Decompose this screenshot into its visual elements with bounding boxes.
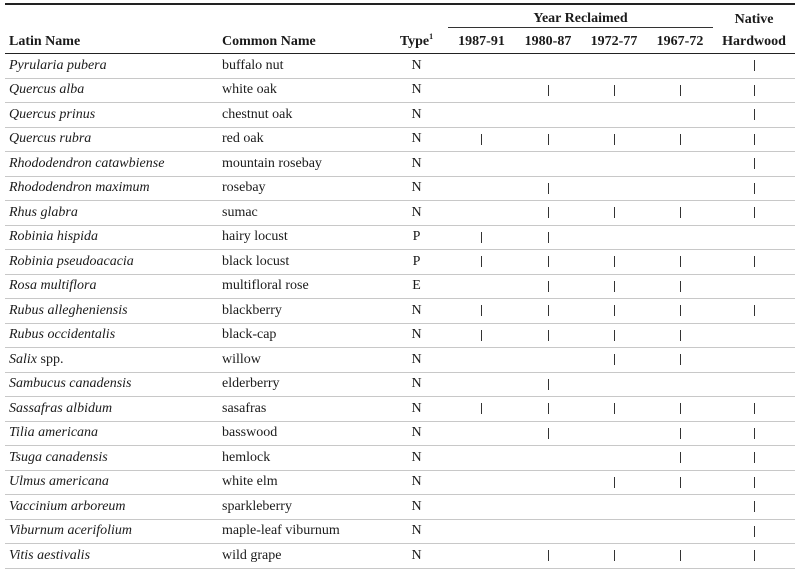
type-cell: N [385, 54, 448, 79]
presence-tick-mark [754, 452, 755, 463]
latin-name: Vitis aestivalis [9, 547, 91, 563]
mark-1987-91-cell [448, 519, 515, 544]
mark-1967-72-cell [647, 201, 713, 226]
mark-1972-77-cell [581, 54, 647, 79]
latin-name: Salix [9, 351, 37, 367]
table-body [5, 54, 795, 569]
mark-1972-77-cell [581, 274, 647, 299]
mark-1987-91-cell [448, 372, 515, 397]
latin-name-cell [5, 299, 218, 324]
type-cell: P [385, 250, 448, 275]
mark-1967-72-cell [647, 470, 713, 495]
presence-tick-mark [614, 354, 615, 365]
type-cell: N [385, 78, 448, 103]
latin-name: Quercus alba [9, 82, 85, 98]
latin-name: Quercus rubra [9, 131, 92, 147]
presence-tick-mark [754, 60, 755, 71]
mark-native-hardwood-cell [713, 54, 795, 79]
common-name-cell: rosebay [218, 176, 385, 201]
presence-tick-mark [481, 232, 482, 243]
latin-name: Robinia pseudoacacia [9, 253, 134, 269]
mark-1987-91-cell [448, 176, 515, 201]
type-cell: N [385, 201, 448, 226]
presence-tick-mark [548, 305, 549, 316]
mark-native-hardwood-cell [713, 348, 795, 373]
common-name-cell: sparkleberry [218, 495, 385, 520]
mark-1980-87-cell [515, 323, 581, 348]
latin-name-cell [5, 78, 218, 103]
common-name-cell: blackberry [218, 299, 385, 324]
presence-tick-mark [680, 256, 681, 267]
mark-1972-77-cell [581, 78, 647, 103]
latin-name: Vaccinium arboreum [9, 498, 126, 514]
mark-1987-91-cell [448, 152, 515, 177]
table-row [5, 54, 795, 79]
mark-1987-91-cell [448, 446, 515, 471]
presence-tick-mark [548, 134, 549, 145]
table-row [5, 544, 795, 569]
year-header-1967-72: 1967-72 [656, 34, 704, 49]
presence-tick-mark [548, 330, 549, 341]
table-row [5, 78, 795, 103]
mark-1967-72-cell [647, 250, 713, 275]
mark-1987-91-cell [448, 470, 515, 495]
mark-1972-77-cell [581, 495, 647, 520]
presence-tick-mark [680, 403, 681, 414]
mark-1972-77-cell [581, 176, 647, 201]
mark-1967-72-cell [647, 397, 713, 422]
table-row [5, 323, 795, 348]
latin-name: Robinia hispida [9, 229, 99, 245]
mark-native-hardwood-cell [713, 446, 795, 471]
type-cell: N [385, 103, 448, 128]
mark-1967-72-cell [647, 127, 713, 152]
table-row [5, 519, 795, 544]
table-row [5, 225, 795, 250]
presence-tick-mark [680, 281, 681, 292]
latin-name-suffix: spp. [37, 351, 64, 367]
mark-native-hardwood-cell [713, 519, 795, 544]
mark-native-hardwood-cell [713, 323, 795, 348]
common-name-cell: hemlock [218, 446, 385, 471]
table-row [5, 495, 795, 520]
mark-1980-87-cell [515, 495, 581, 520]
type-cell: P [385, 225, 448, 250]
mark-1987-91-cell [448, 225, 515, 250]
mark-1972-77-cell [581, 519, 647, 544]
mark-1972-77-cell [581, 201, 647, 226]
mark-1980-87-cell [515, 397, 581, 422]
mark-1972-77-cell [581, 421, 647, 446]
mark-1972-77-cell [581, 323, 647, 348]
presence-tick-mark [481, 330, 482, 341]
presence-tick-mark [754, 183, 755, 194]
mark-1980-87-cell [515, 78, 581, 103]
latin-name: Rhododendron maximum [9, 180, 150, 196]
latin-name: Pyrularia pubera [9, 57, 107, 73]
type-cell: N [385, 372, 448, 397]
table-row [5, 274, 795, 299]
common-name-cell: wild grape [218, 544, 385, 569]
mark-1967-72-cell [647, 519, 713, 544]
mark-1967-72-cell [647, 495, 713, 520]
presence-tick-mark [614, 330, 615, 341]
presence-tick-mark [548, 232, 549, 243]
mark-native-hardwood-cell [713, 127, 795, 152]
mark-1967-72-cell [647, 299, 713, 324]
presence-tick-mark [754, 256, 755, 267]
type-cell: N [385, 495, 448, 520]
presence-tick-mark [548, 281, 549, 292]
presence-tick-mark [754, 526, 755, 537]
mark-1967-72-cell [647, 225, 713, 250]
type-cell: N [385, 127, 448, 152]
mark-1967-72-cell [647, 421, 713, 446]
table-row [5, 299, 795, 324]
type-footnote-marker: 1 [429, 32, 434, 41]
mark-1967-72-cell [647, 274, 713, 299]
table-row [5, 127, 795, 152]
common-name-header: Common Name [222, 34, 316, 49]
mark-1987-91-cell [448, 127, 515, 152]
mark-1987-91-cell [448, 323, 515, 348]
mark-1972-77-cell [581, 348, 647, 373]
presence-tick-mark [614, 207, 615, 218]
presence-tick-mark [614, 85, 615, 96]
mark-1980-87-cell [515, 176, 581, 201]
latin-name: Sassafras albidum [9, 400, 113, 416]
latin-name-cell [5, 446, 218, 471]
mark-1972-77-cell [581, 372, 647, 397]
presence-tick-mark [614, 256, 615, 267]
year-header-1987-91: 1987-91 [458, 34, 505, 49]
latin-name-cell [5, 323, 218, 348]
mark-1967-72-cell [647, 323, 713, 348]
common-name-cell: black locust [218, 250, 385, 275]
header-group-row [5, 5, 795, 28]
mark-1972-77-cell [581, 127, 647, 152]
presence-tick-mark [481, 256, 482, 267]
mark-1972-77-cell [581, 250, 647, 275]
presence-tick-mark [481, 403, 482, 414]
presence-tick-mark [548, 256, 549, 267]
mark-1972-77-cell [581, 299, 647, 324]
mark-1967-72-cell [647, 544, 713, 569]
common-name-cell: black-cap [218, 323, 385, 348]
table-row [5, 176, 795, 201]
latin-name-cell [5, 201, 218, 226]
presence-tick-mark [680, 134, 681, 145]
presence-tick-mark [680, 85, 681, 96]
latin-name-cell [5, 103, 218, 128]
common-name-cell: willow [218, 348, 385, 373]
common-name-cell: sumac [218, 201, 385, 226]
presence-tick-mark [680, 354, 681, 365]
mark-native-hardwood-cell [713, 397, 795, 422]
latin-name-cell [5, 544, 218, 569]
mark-1987-91-cell [448, 78, 515, 103]
native-header-line2: Hardwood [722, 34, 786, 49]
mark-1967-72-cell [647, 78, 713, 103]
mark-1967-72-cell [647, 152, 713, 177]
table-row [5, 397, 795, 422]
type-cell: N [385, 348, 448, 373]
mark-1980-87-cell [515, 274, 581, 299]
common-name-cell: white oak [218, 78, 385, 103]
latin-name-cell [5, 274, 218, 299]
presence-tick-mark [754, 109, 755, 120]
mark-1980-87-cell [515, 299, 581, 324]
mark-1967-72-cell [647, 103, 713, 128]
presence-tick-mark [680, 207, 681, 218]
latin-name-cell [5, 519, 218, 544]
latin-name: Rubus occidentalis [9, 327, 116, 343]
common-name-cell: buffalo nut [218, 54, 385, 79]
mark-1987-91-cell [448, 495, 515, 520]
native-header-line1: Native [734, 11, 774, 27]
mark-1987-91-cell [448, 348, 515, 373]
presence-tick-mark [481, 134, 482, 145]
latin-name: Ulmus americana [9, 474, 109, 490]
mark-native-hardwood-cell [713, 225, 795, 250]
mark-native-hardwood-cell [713, 299, 795, 324]
mark-1980-87-cell [515, 103, 581, 128]
presence-tick-mark [754, 158, 755, 169]
presence-tick-mark [680, 452, 681, 463]
presence-tick-mark [614, 134, 615, 145]
mark-1967-72-cell [647, 176, 713, 201]
presence-tick-mark [680, 550, 681, 561]
presence-tick-mark [481, 305, 482, 316]
mark-1980-87-cell [515, 201, 581, 226]
mark-1980-87-cell [515, 544, 581, 569]
presence-tick-mark [548, 428, 549, 439]
year-header-1980-87: 1980-87 [524, 34, 572, 49]
mark-native-hardwood-cell [713, 544, 795, 569]
table-row [5, 152, 795, 177]
presence-tick-mark [614, 477, 615, 488]
presence-tick-mark [614, 403, 615, 414]
type-cell: N [385, 299, 448, 324]
common-name-cell: hairy locust [218, 225, 385, 250]
mark-1987-91-cell [448, 397, 515, 422]
presence-tick-mark [680, 428, 681, 439]
year-reclaimed-header: Year Reclaimed [448, 5, 713, 28]
presence-tick-mark [614, 281, 615, 292]
mark-native-hardwood-cell [713, 78, 795, 103]
mark-1980-87-cell [515, 372, 581, 397]
presence-tick-mark [754, 550, 755, 561]
mark-1980-87-cell [515, 250, 581, 275]
mark-1987-91-cell [448, 274, 515, 299]
table-row [5, 103, 795, 128]
presence-tick-mark [614, 305, 615, 316]
mark-1980-87-cell [515, 152, 581, 177]
presence-tick-mark [754, 134, 755, 145]
mark-1980-87-cell [515, 421, 581, 446]
latin-name-cell [5, 127, 218, 152]
mark-1972-77-cell [581, 544, 647, 569]
presence-tick-mark [754, 305, 755, 316]
mark-1980-87-cell [515, 348, 581, 373]
mark-1987-91-cell [448, 299, 515, 324]
header-row [5, 28, 795, 54]
year-header-1972-77: 1972-77 [590, 34, 638, 49]
table-row [5, 470, 795, 495]
presence-tick-mark [754, 428, 755, 439]
latin-name: Rhus glabra [9, 204, 78, 220]
latin-name: Rhododendron catawbiense [9, 155, 165, 171]
mark-1967-72-cell [647, 446, 713, 471]
type-cell: N [385, 470, 448, 495]
latin-name-cell [5, 421, 218, 446]
table-row [5, 372, 795, 397]
type-cell: N [385, 176, 448, 201]
mark-native-hardwood-cell [713, 495, 795, 520]
latin-name-cell [5, 54, 218, 79]
mark-1980-87-cell [515, 127, 581, 152]
presence-tick-mark [548, 403, 549, 414]
presence-tick-mark [548, 379, 549, 390]
latin-name-cell [5, 152, 218, 177]
mark-1980-87-cell [515, 519, 581, 544]
latin-name-header: Latin Name [9, 34, 81, 49]
latin-name-cell [5, 495, 218, 520]
mark-native-hardwood-cell [713, 176, 795, 201]
type-cell: N [385, 323, 448, 348]
latin-name: Viburnum acerifolium [9, 523, 133, 539]
presence-tick-mark [548, 85, 549, 96]
table-row [5, 348, 795, 373]
mark-1980-87-cell [515, 446, 581, 471]
common-name-cell: elderberry [218, 372, 385, 397]
common-name-cell: white elm [218, 470, 385, 495]
type-cell: N [385, 152, 448, 177]
presence-tick-mark [754, 85, 755, 96]
common-name-cell: mountain rosebay [218, 152, 385, 177]
mark-1972-77-cell [581, 446, 647, 471]
type-cell: N [385, 519, 448, 544]
common-name-cell: sasafras [218, 397, 385, 422]
type-cell: N [385, 397, 448, 422]
latin-name: Tilia americana [9, 425, 99, 441]
mark-1987-91-cell [448, 103, 515, 128]
mark-native-hardwood-cell [713, 274, 795, 299]
presence-tick-mark [680, 330, 681, 341]
mark-native-hardwood-cell [713, 103, 795, 128]
type-header-label: Type [399, 34, 430, 49]
latin-name: Sambucus canadensis [9, 376, 132, 392]
mark-native-hardwood-cell [713, 201, 795, 226]
common-name-cell: multifloral rose [218, 274, 385, 299]
mark-1980-87-cell [515, 470, 581, 495]
mark-native-hardwood-cell [713, 152, 795, 177]
mark-1980-87-cell [515, 54, 581, 79]
latin-name: Quercus prinus [9, 106, 96, 122]
latin-name: Rubus allegheniensis [9, 302, 128, 318]
mark-1972-77-cell [581, 397, 647, 422]
table-row [5, 446, 795, 471]
mark-1972-77-cell [581, 152, 647, 177]
type-header [385, 28, 448, 54]
presence-tick-mark [754, 477, 755, 488]
mark-1967-72-cell [647, 372, 713, 397]
presence-tick-mark [614, 550, 615, 561]
mark-1980-87-cell [515, 225, 581, 250]
common-name-cell: maple-leaf viburnum [218, 519, 385, 544]
latin-name-cell [5, 348, 218, 373]
latin-name-cell [5, 225, 218, 250]
mark-native-hardwood-cell [713, 470, 795, 495]
latin-name: Tsuga canadensis [9, 449, 108, 465]
latin-name-cell [5, 372, 218, 397]
species-table [5, 5, 795, 569]
common-name-cell: chestnut oak [218, 103, 385, 128]
mark-1987-91-cell [448, 544, 515, 569]
table-row [5, 421, 795, 446]
mark-1972-77-cell [581, 470, 647, 495]
mark-native-hardwood-cell [713, 421, 795, 446]
latin-name-cell [5, 250, 218, 275]
mark-1987-91-cell [448, 421, 515, 446]
presence-tick-mark [754, 501, 755, 512]
presence-tick-mark [754, 403, 755, 414]
mark-1987-91-cell [448, 201, 515, 226]
latin-name-cell [5, 397, 218, 422]
presence-tick-mark [754, 207, 755, 218]
mark-native-hardwood-cell [713, 250, 795, 275]
presence-tick-mark [548, 550, 549, 561]
table-row [5, 201, 795, 226]
latin-name-cell [5, 470, 218, 495]
mark-1972-77-cell [581, 225, 647, 250]
mark-1987-91-cell [448, 54, 515, 79]
presence-tick-mark [680, 477, 681, 488]
latin-name: Rosa multiflora [9, 278, 97, 294]
type-cell: N [385, 446, 448, 471]
latin-name-cell [5, 176, 218, 201]
mark-1967-72-cell [647, 348, 713, 373]
presence-tick-mark [548, 207, 549, 218]
common-name-cell: basswood [218, 421, 385, 446]
type-cell: N [385, 421, 448, 446]
table-row [5, 250, 795, 275]
mark-native-hardwood-cell [713, 372, 795, 397]
mark-1987-91-cell [448, 250, 515, 275]
type-cell: N [385, 544, 448, 569]
mark-1967-72-cell [647, 54, 713, 79]
presence-tick-mark [680, 305, 681, 316]
presence-tick-mark [548, 183, 549, 194]
mark-1972-77-cell [581, 103, 647, 128]
common-name-cell: red oak [218, 127, 385, 152]
type-cell: E [385, 274, 448, 299]
